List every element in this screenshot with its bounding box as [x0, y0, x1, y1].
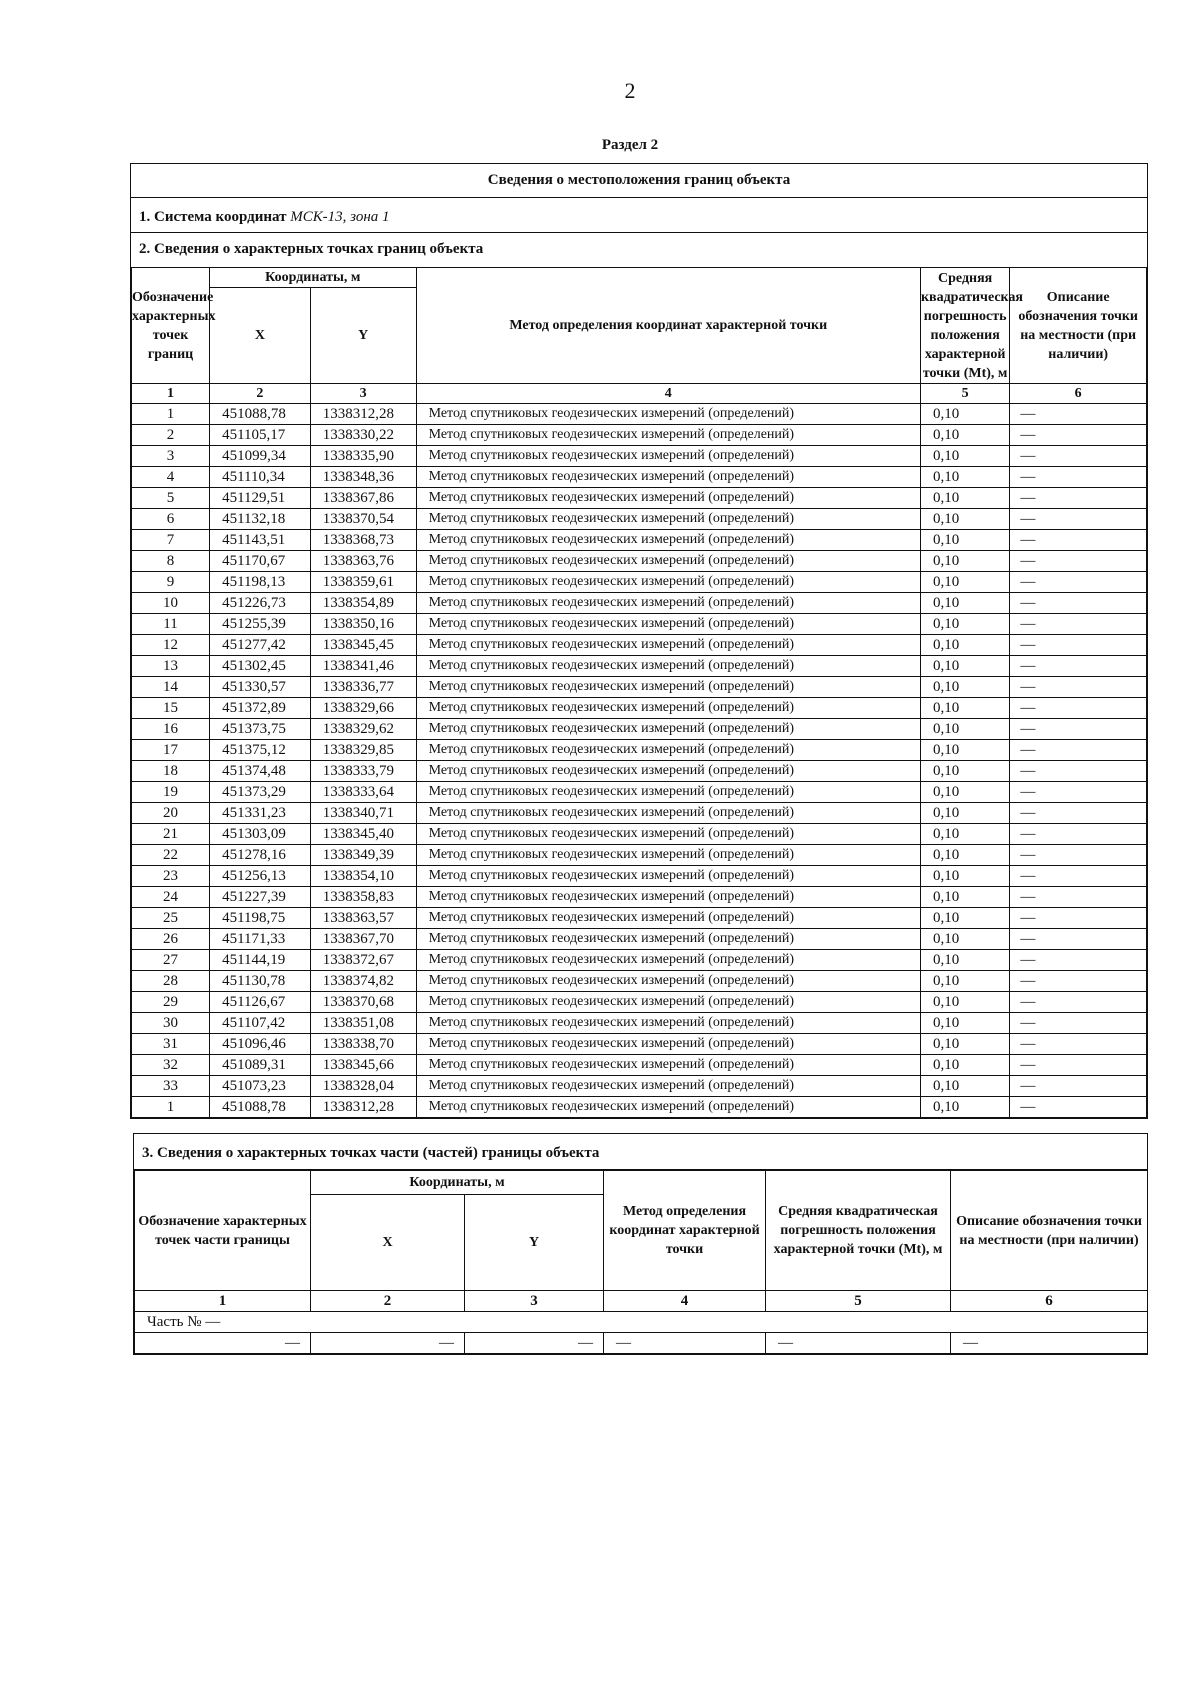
section-1-frame [130, 163, 1148, 1119]
method-cell: Метод спутниковых геодезических измерений (определений) [416, 614, 920, 635]
accuracy-cell: 0,10 [920, 593, 1009, 614]
point-number: 25 [132, 908, 210, 929]
section-1-title: Сведения о местоположения границ объекта [131, 164, 1147, 198]
description-cell: — [1010, 698, 1147, 719]
coord-x: 451198,13 [210, 572, 311, 593]
description-cell: — [1010, 488, 1147, 509]
point-number: 27 [132, 950, 210, 971]
parts-column-numbers-row [135, 1291, 1148, 1312]
coord-x: 451143,51 [210, 530, 311, 551]
coord-y: 1338354,89 [310, 593, 416, 614]
method-cell: Метод спутниковых геодезических измерений (определений) [416, 740, 920, 761]
point-number: 31 [132, 1034, 210, 1055]
col-number: 2 [311, 1291, 465, 1312]
method-cell: Метод спутниковых геодезических измерений (определений) [416, 509, 920, 530]
accuracy-cell: 0,10 [920, 446, 1009, 467]
accuracy-cell: 0,10 [920, 866, 1009, 887]
col-number: 3 [310, 384, 416, 404]
accuracy-cell: 0,10 [920, 530, 1009, 551]
coord-x: 451302,45 [210, 656, 311, 677]
description-cell: — [1010, 992, 1147, 1013]
table-row [132, 614, 1147, 635]
coord-x: 451374,48 [210, 761, 311, 782]
point-number: 2 [132, 425, 210, 446]
coord-y: 1338367,86 [310, 488, 416, 509]
accuracy-cell: 0,10 [920, 1055, 1009, 1076]
point-number: 8 [132, 551, 210, 572]
coord-x: 451132,18 [210, 509, 311, 530]
point-number: 10 [132, 593, 210, 614]
coord-x: 451372,89 [210, 698, 311, 719]
table-row [132, 845, 1147, 866]
point-number: 15 [132, 698, 210, 719]
table-row [132, 1034, 1147, 1055]
col-number: 1 [135, 1291, 311, 1312]
accuracy-cell: 0,10 [920, 719, 1009, 740]
method-cell: Метод спутниковых геодезических измерений (определений) [416, 572, 920, 593]
method-cell: Метод спутниковых геодезических измерений (определений) [416, 761, 920, 782]
point-number: 33 [132, 1076, 210, 1097]
coord-x: 451170,67 [210, 551, 311, 572]
empty-cell: — [604, 1333, 766, 1354]
table-row [132, 950, 1147, 971]
page-number: 2 [624, 78, 636, 103]
parts-header-description: Описание обозначения точки на местности (при наличии) [951, 1171, 1148, 1291]
parts-header-designation: Обозначение характерных точек части границы [135, 1171, 311, 1291]
method-cell: Метод спутниковых геодезических измерений (определений) [416, 803, 920, 824]
description-cell: — [1010, 1013, 1147, 1034]
table-row [132, 824, 1147, 845]
coord-x: 451373,29 [210, 782, 311, 803]
description-cell: — [1010, 1034, 1147, 1055]
parts-header-accuracy: Средняя квадратическая погрешность положения характерной точки (Mt), м [766, 1171, 951, 1291]
table-row [132, 971, 1147, 992]
table-row [132, 425, 1147, 446]
method-cell: Метод спутниковых геодезических измерений (определений) [416, 467, 920, 488]
col-number: 3 [465, 1291, 604, 1312]
col-number: 5 [920, 384, 1009, 404]
coord-x: 451373,75 [210, 719, 311, 740]
table-row [132, 551, 1147, 572]
coord-x: 451099,34 [210, 446, 311, 467]
accuracy-cell: 0,10 [920, 572, 1009, 593]
header-y: Y [310, 288, 416, 384]
accuracy-cell: 0,10 [920, 845, 1009, 866]
description-cell: — [1010, 887, 1147, 908]
point-number: 17 [132, 740, 210, 761]
point-number: 16 [132, 719, 210, 740]
point-number: 26 [132, 929, 210, 950]
description-cell: — [1010, 467, 1147, 488]
description-cell: — [1010, 530, 1147, 551]
accuracy-cell: 0,10 [920, 950, 1009, 971]
empty-cell: — [766, 1333, 951, 1354]
accuracy-cell: 0,10 [920, 404, 1009, 425]
description-cell: — [1010, 614, 1147, 635]
point-number: 11 [132, 614, 210, 635]
coord-y: 1338336,77 [310, 677, 416, 698]
accuracy-cell: 0,10 [920, 824, 1009, 845]
table-row [132, 740, 1147, 761]
empty-cell: — [135, 1333, 311, 1354]
coord-x: 451096,46 [210, 1034, 311, 1055]
table-row [132, 992, 1147, 1013]
accuracy-cell: 0,10 [920, 908, 1009, 929]
coord-x: 451256,13 [210, 866, 311, 887]
point-number: 32 [132, 1055, 210, 1076]
method-cell: Метод спутниковых геодезических измерений (определений) [416, 1097, 920, 1118]
table-row [132, 761, 1147, 782]
col-number: 4 [416, 384, 920, 404]
coord-x: 451126,67 [210, 992, 311, 1013]
accuracy-cell: 0,10 [920, 1013, 1009, 1034]
point-number: 30 [132, 1013, 210, 1034]
table-row [132, 866, 1147, 887]
point-number: 12 [132, 635, 210, 656]
parts-header-coordinates: Координаты, м [311, 1171, 604, 1195]
col-number: 6 [951, 1291, 1148, 1312]
accuracy-cell: 0,10 [920, 614, 1009, 635]
coord-x: 451088,78 [210, 404, 311, 425]
point-number: 7 [132, 530, 210, 551]
coord-x: 451089,31 [210, 1055, 311, 1076]
point-number: 4 [132, 467, 210, 488]
accuracy-cell: 0,10 [920, 509, 1009, 530]
point-number: 29 [132, 992, 210, 1013]
accuracy-cell: 0,10 [920, 761, 1009, 782]
coord-y: 1338370,54 [310, 509, 416, 530]
point-number: 13 [132, 656, 210, 677]
point-number: 28 [132, 971, 210, 992]
accuracy-cell: 0,10 [920, 698, 1009, 719]
coord-y: 1338329,62 [310, 719, 416, 740]
parts-header-method: Метод определения координат характерной точки [604, 1171, 766, 1291]
col-number: 1 [132, 384, 210, 404]
coord-x: 451073,23 [210, 1076, 311, 1097]
point-number: 5 [132, 488, 210, 509]
coord-y: 1338312,28 [310, 1097, 416, 1118]
point-number: 21 [132, 824, 210, 845]
accuracy-cell: 0,10 [920, 677, 1009, 698]
header-coordinates: Координаты, м [210, 268, 417, 288]
table-row [132, 719, 1147, 740]
col-number: 5 [766, 1291, 951, 1312]
header-accuracy: Средняя квадратическая погрешность положения характерной точки (Mt), м [920, 268, 1009, 384]
point-number: 6 [132, 509, 210, 530]
coord-y: 1338370,68 [310, 992, 416, 1013]
description-cell: — [1010, 740, 1147, 761]
method-cell: Метод спутниковых геодезических измерений (определений) [416, 425, 920, 446]
table-row [132, 887, 1147, 908]
method-cell: Метод спутниковых геодезических измерений (определений) [416, 887, 920, 908]
part-label: Часть № — [135, 1312, 1148, 1333]
description-cell: — [1010, 824, 1147, 845]
description-cell: — [1010, 803, 1147, 824]
coord-y: 1338349,39 [310, 845, 416, 866]
table-row [132, 572, 1147, 593]
accuracy-cell: 0,10 [920, 929, 1009, 950]
description-cell: — [1010, 908, 1147, 929]
header-description: Описание обозначения точки на местности (при наличии) [1010, 268, 1147, 384]
description-cell: — [1010, 446, 1147, 467]
coord-x: 451331,23 [210, 803, 311, 824]
description-cell: — [1010, 1097, 1147, 1118]
section-3-frame [133, 1133, 1148, 1355]
accuracy-cell: 0,10 [920, 782, 1009, 803]
point-number: 14 [132, 677, 210, 698]
coord-y: 1338333,79 [310, 761, 416, 782]
coord-system-label: 1. Система координат [139, 209, 287, 225]
accuracy-cell: 0,10 [920, 992, 1009, 1013]
table-row [132, 698, 1147, 719]
coord-y: 1338351,08 [310, 1013, 416, 1034]
coord-x: 451105,17 [210, 425, 311, 446]
coord-x: 451088,78 [210, 1097, 311, 1118]
header-method: Метод определения координат характерной точки [416, 268, 920, 384]
method-cell: Метод спутниковых геодезических измерений (определений) [416, 950, 920, 971]
coord-x: 451226,73 [210, 593, 311, 614]
method-cell: Метод спутниковых геодезических измерений (определений) [416, 824, 920, 845]
description-cell: — [1010, 425, 1147, 446]
table-row [132, 656, 1147, 677]
points-table [131, 267, 1147, 1118]
description-cell: — [1010, 782, 1147, 803]
point-number: 19 [132, 782, 210, 803]
col-number: 4 [604, 1291, 766, 1312]
coord-y: 1338345,45 [310, 635, 416, 656]
description-cell: — [1010, 929, 1147, 950]
coord-y: 1338367,70 [310, 929, 416, 950]
table-row [132, 929, 1147, 950]
coord-x: 451107,42 [210, 1013, 311, 1034]
method-cell: Метод спутниковых геодезических измерений (определений) [416, 656, 920, 677]
method-cell: Метод спутниковых геодезических измерений (определений) [416, 1076, 920, 1097]
empty-cell: — [951, 1333, 1148, 1354]
method-cell: Метод спутниковых геодезических измерений (определений) [416, 782, 920, 803]
point-number: 3 [132, 446, 210, 467]
description-cell: — [1010, 866, 1147, 887]
method-cell: Метод спутниковых геодезических измерений (определений) [416, 929, 920, 950]
coord-system-value: МСК-13, зона 1 [290, 209, 390, 225]
coord-y: 1338348,36 [310, 467, 416, 488]
points-title: 2. Сведения о характерных точках границ объекта [139, 241, 484, 257]
description-cell: — [1010, 551, 1147, 572]
coord-x: 451303,09 [210, 824, 311, 845]
accuracy-cell: 0,10 [920, 887, 1009, 908]
table-row [132, 446, 1147, 467]
description-cell: — [1010, 593, 1147, 614]
table-row [132, 509, 1147, 530]
method-cell: Метод спутниковых геодезических измерений (определений) [416, 719, 920, 740]
accuracy-cell: 0,10 [920, 467, 1009, 488]
description-cell: — [1010, 1055, 1147, 1076]
coord-x: 451198,75 [210, 908, 311, 929]
table-row [132, 467, 1147, 488]
accuracy-cell: 0,10 [920, 740, 1009, 761]
method-cell: Метод спутниковых геодезических измерений (определений) [416, 677, 920, 698]
col-number: 6 [1010, 384, 1147, 404]
point-number: 1 [132, 1097, 210, 1118]
method-cell: Метод спутниковых геодезических измерений (определений) [416, 1013, 920, 1034]
table-row [132, 908, 1147, 929]
coord-y: 1338333,64 [310, 782, 416, 803]
table-row [132, 530, 1147, 551]
accuracy-cell: 0,10 [920, 656, 1009, 677]
coord-y: 1338345,66 [310, 1055, 416, 1076]
table-row [132, 488, 1147, 509]
table-row [132, 635, 1147, 656]
point-number: 22 [132, 845, 210, 866]
coord-x: 451110,34 [210, 467, 311, 488]
coord-y: 1338335,90 [310, 446, 416, 467]
coord-y: 1338329,85 [310, 740, 416, 761]
coord-system-row [131, 198, 1147, 233]
description-cell: — [1010, 971, 1147, 992]
coord-y: 1338368,73 [310, 530, 416, 551]
coord-y: 1338359,61 [310, 572, 416, 593]
accuracy-cell: 0,10 [920, 1076, 1009, 1097]
accuracy-cell: 0,10 [920, 971, 1009, 992]
description-cell: — [1010, 677, 1147, 698]
table-row [132, 1055, 1147, 1076]
coord-y: 1338340,71 [310, 803, 416, 824]
header-designation: Обозначение характерных точек границ [132, 268, 210, 384]
table-row [132, 1076, 1147, 1097]
method-cell: Метод спутниковых геодезических измерений (определений) [416, 908, 920, 929]
description-cell: — [1010, 845, 1147, 866]
accuracy-cell: 0,10 [920, 803, 1009, 824]
description-cell: — [1010, 761, 1147, 782]
method-cell: Метод спутниковых геодезических измерений (определений) [416, 866, 920, 887]
accuracy-cell: 0,10 [920, 635, 1009, 656]
description-cell: — [1010, 572, 1147, 593]
points-table-body [132, 404, 1147, 1118]
accuracy-cell: 0,10 [920, 1034, 1009, 1055]
col-number: 2 [210, 384, 311, 404]
coord-x: 451277,42 [210, 635, 311, 656]
coord-y: 1338341,46 [310, 656, 416, 677]
method-cell: Метод спутниковых геодезических измерений (определений) [416, 593, 920, 614]
method-cell: Метод спутниковых геодезических измерений (определений) [416, 635, 920, 656]
point-number: 24 [132, 887, 210, 908]
method-cell: Метод спутниковых геодезических измерений (определений) [416, 530, 920, 551]
table-row [132, 803, 1147, 824]
method-cell: Метод спутниковых геодезических измерений (определений) [416, 971, 920, 992]
method-cell: Метод спутниковых геодезических измерений (определений) [416, 446, 920, 467]
coord-y: 1338372,67 [310, 950, 416, 971]
empty-cell: — [311, 1333, 465, 1354]
table-row [132, 593, 1147, 614]
column-numbers-row [132, 384, 1147, 404]
table-row [132, 1097, 1147, 1118]
accuracy-cell: 0,10 [920, 1097, 1009, 1118]
description-cell: — [1010, 1076, 1147, 1097]
coord-y: 1338330,22 [310, 425, 416, 446]
parts-header-x: X [311, 1195, 465, 1291]
description-cell: — [1010, 719, 1147, 740]
coord-y: 1338354,10 [310, 866, 416, 887]
point-number: 9 [132, 572, 210, 593]
method-cell: Метод спутниковых геодезических измерений (определений) [416, 488, 920, 509]
accuracy-cell: 0,10 [920, 488, 1009, 509]
description-cell: — [1010, 656, 1147, 677]
point-number: 23 [132, 866, 210, 887]
coord-y: 1338363,57 [310, 908, 416, 929]
method-cell: Метод спутниковых геодезических измерений (определений) [416, 1055, 920, 1076]
coord-x: 451278,16 [210, 845, 311, 866]
section-title: Раздел 2 [601, 137, 659, 153]
accuracy-cell: 0,10 [920, 425, 1009, 446]
section-3-title: 3. Сведения о характерных точках части (частей) границы объекта [134, 1134, 1147, 1170]
point-number: 18 [132, 761, 210, 782]
coord-y: 1338374,82 [310, 971, 416, 992]
coord-x: 451330,57 [210, 677, 311, 698]
table-row [132, 782, 1147, 803]
coord-y: 1338358,83 [310, 887, 416, 908]
table-row [132, 404, 1147, 425]
coord-x: 451144,19 [210, 950, 311, 971]
method-cell: Метод спутниковых геодезических измерений (определений) [416, 551, 920, 572]
table-row [132, 677, 1147, 698]
empty-cell: — [465, 1333, 604, 1354]
parts-header-y: Y [465, 1195, 604, 1291]
description-cell: — [1010, 950, 1147, 971]
coord-y: 1338345,40 [310, 824, 416, 845]
coord-y: 1338363,76 [310, 551, 416, 572]
accuracy-cell: 0,10 [920, 551, 1009, 572]
method-cell: Метод спутниковых геодезических измерений (определений) [416, 698, 920, 719]
coord-y: 1338350,16 [310, 614, 416, 635]
description-cell: — [1010, 404, 1147, 425]
method-cell: Метод спутниковых геодезических измерений (определений) [416, 845, 920, 866]
coord-y: 1338312,28 [310, 404, 416, 425]
description-cell: — [1010, 635, 1147, 656]
coord-x: 451130,78 [210, 971, 311, 992]
description-cell: — [1010, 509, 1147, 530]
method-cell: Метод спутниковых геодезических измерений (определений) [416, 992, 920, 1013]
coord-y: 1338328,04 [310, 1076, 416, 1097]
coord-x: 451375,12 [210, 740, 311, 761]
method-cell: Метод спутниковых геодезических измерений (определений) [416, 1034, 920, 1055]
table-row [132, 1013, 1147, 1034]
coord-x: 451227,39 [210, 887, 311, 908]
coord-x: 451255,39 [210, 614, 311, 635]
point-number: 20 [132, 803, 210, 824]
coord-y: 1338329,66 [310, 698, 416, 719]
parts-empty-row [135, 1333, 1148, 1354]
method-cell: Метод спутниковых геодезических измерений (определений) [416, 404, 920, 425]
coord-y: 1338338,70 [310, 1034, 416, 1055]
coord-x: 451129,51 [210, 488, 311, 509]
header-x: X [210, 288, 311, 384]
point-number: 1 [132, 404, 210, 425]
parts-table [134, 1170, 1148, 1354]
coord-x: 451171,33 [210, 929, 311, 950]
part-label-row [135, 1312, 1148, 1333]
